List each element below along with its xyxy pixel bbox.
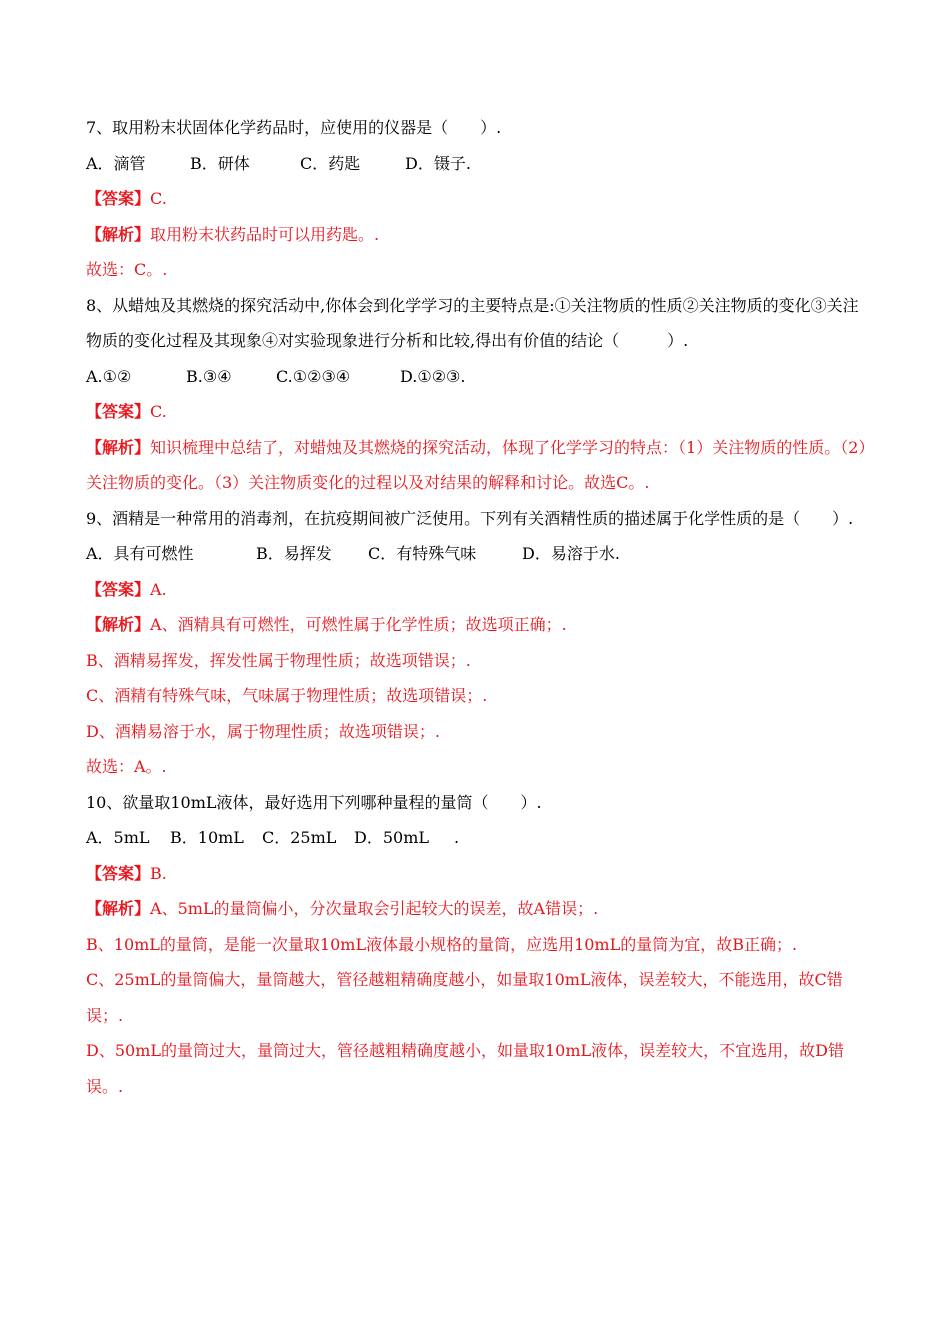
answer-value: C. [150, 189, 167, 208]
option-d: D．镊子. [405, 153, 471, 173]
analysis-text: A、酒精具有可燃性，可燃性属于化学性质；故选项正确；. [150, 615, 567, 634]
option-d: D.①②③. [400, 366, 466, 386]
question-9-analysis [86, 607, 870, 643]
option-d: D．易溶于水. [522, 544, 620, 563]
question-7-stem: 7、取用粉末状固体化学药品时，应使用的仪器是（ ）. [86, 118, 502, 137]
answer-value: A. [150, 579, 167, 599]
option-d: D．50mL [354, 828, 429, 847]
analysis-text: 取用粉末状药品时可以用药匙。. [150, 224, 380, 244]
question-9-stem: 9、酒精是一种常用的消毒剂，在抗疫期间被广泛使用。下列有关酒精性质的描述属于化学性质的是（ ）. [86, 508, 854, 528]
document-page [86, 110, 870, 1104]
analysis-text: 知识梳理中总结了，对蜡烛及其燃烧的探究活动，体现了化学学习的特点：（1）关注物质的性质。（2）关注物质的变化。（3）关注物质变化的过程以及对结果的解释和讨论。故选C。. [86, 437, 867, 492]
question-8-answer [86, 394, 870, 430]
option-trailing-dot: . [454, 828, 460, 847]
option-c: C．有特殊气味 [368, 544, 477, 563]
question-10-stem: 10、欲量取10mL液体，最好选用下列哪种量程的量筒（ ）. [86, 792, 542, 812]
question-10-analysis-b: B、10mL的量筒，是能一次量取10mL液体最小规格的量筒，应选用10mL的量筒为宜，故B正确；. [86, 934, 798, 954]
option-a: A．滴管 [86, 153, 146, 173]
question-9-analysis-d: D、酒精易溶于水，属于物理性质；故选项错误；. [86, 721, 440, 741]
option-b: B.③④ [186, 366, 232, 386]
option-a: A．5mL [86, 828, 150, 847]
option-b: B．研体 [190, 153, 250, 173]
option-c: C．药匙 [300, 153, 361, 173]
question-8-options [86, 359, 870, 395]
question-9-options [86, 536, 870, 572]
analysis-text: A、5mL的量筒偏小，分次量取会引起较大的误差，故A错误；. [150, 899, 599, 918]
question-7-conclusion: 故选：C。. [86, 260, 168, 279]
question-9-conclusion: 故选：A。. [86, 757, 167, 776]
question-9-analysis-b: B、酒精易挥发，挥发性属于物理性质；故选项错误；. [86, 650, 471, 670]
answer-tag: 【答案】 [86, 189, 151, 208]
analysis-tag: 【解析】 [86, 224, 151, 244]
question-9-answer [86, 572, 870, 608]
question-8-analysis [86, 430, 870, 501]
option-b: B．10mL [170, 828, 244, 847]
question-10-analysis-d: D、50mL的量筒过大，量筒过大，管径越粗精确度越小，如量取10mL液体，误差较大，不宜选用，故D错误。. [86, 1041, 844, 1096]
option-a: A.①② [86, 366, 132, 386]
question-10-analysis [86, 891, 870, 927]
option-c: C.①②③④ [276, 366, 351, 386]
answer-tag: 【答案】 [86, 402, 151, 421]
answer-value: C. [150, 402, 167, 421]
question-7-analysis [86, 217, 870, 253]
option-a: A．具有可燃性 [86, 544, 194, 563]
answer-tag: 【答案】 [86, 863, 151, 883]
answer-value: B. [150, 863, 167, 883]
question-7-answer [86, 181, 870, 217]
question-8-stem: 8、从蜡烛及其燃烧的探究活动中,你体会到化学学习的主要特点是:①关注物质的性质②关注物质的变化③关注物质的变化过程及其现象④对实验现象进行分析和比较,得出有价值的结论（ ）. [86, 295, 859, 350]
question-10-options [86, 820, 870, 856]
analysis-tag: 【解析】 [86, 899, 151, 918]
analysis-tag: 【解析】 [86, 437, 151, 457]
question-7-options [86, 146, 870, 182]
question-9-analysis-c: C、酒精有特殊气味，气味属于物理性质；故选项错误；. [86, 686, 488, 705]
option-c: C．25mL [262, 828, 337, 847]
option-b: B．易挥发 [256, 544, 332, 563]
question-10-answer [86, 856, 870, 892]
question-10-analysis-c: C、25mL的量筒偏大，量筒越大，管径越粗精确度越小，如量取10mL液体，误差较大，不能选用，故C错误；. [86, 970, 843, 1025]
answer-tag: 【答案】 [86, 579, 151, 599]
analysis-tag: 【解析】 [86, 615, 151, 634]
